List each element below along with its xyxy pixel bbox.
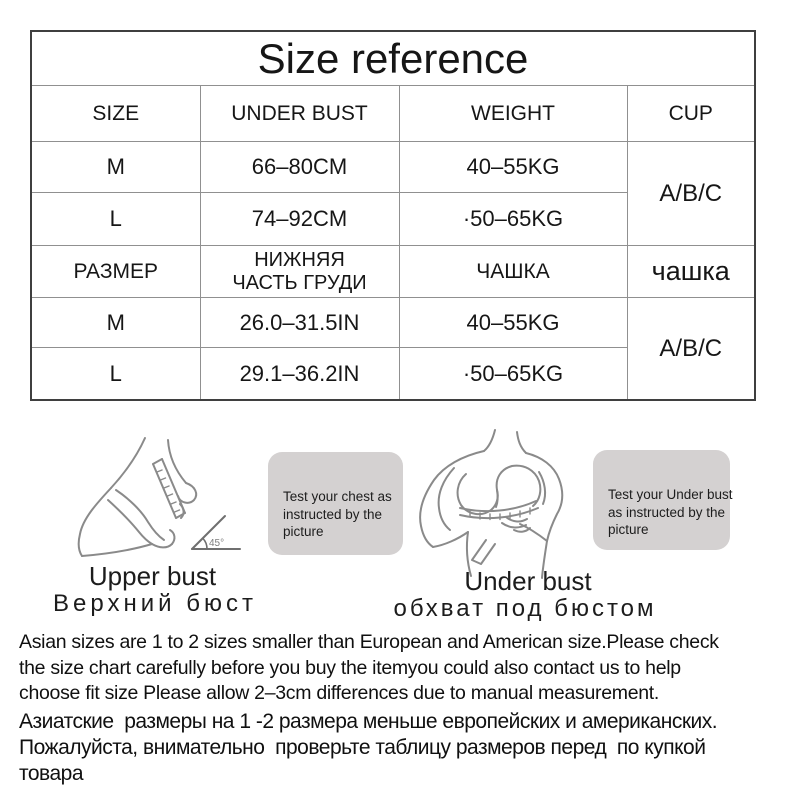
col-header-cup: CUP	[627, 86, 755, 142]
table-title-row	[31, 31, 755, 86]
angle-45-mark	[192, 516, 240, 549]
size-value: M	[31, 142, 200, 193]
tip-line: Test your Under bust	[608, 487, 733, 502]
note-line: Пожалуйста, внимательно проверьте таблицу размеров перед по купкой	[19, 736, 706, 759]
measuring-tape	[153, 459, 185, 518]
col-header-weight-ru: ЧАШКА	[399, 246, 627, 298]
weight-value: ·50–65KG	[399, 193, 627, 246]
weight-value: ·50–65KG	[399, 348, 627, 401]
figure-line-art	[420, 430, 562, 578]
note-line: the size chart carefully before you buy the itemyou could also contact us to help	[19, 656, 681, 679]
table-russian-header-row	[31, 246, 755, 298]
col-header-weight: WEIGHT	[399, 86, 627, 142]
under-bust-ru-line2: ЧАСТЬ ГРУДИ	[232, 271, 367, 294]
col-header-size-ru: РАЗМЕР	[31, 246, 200, 298]
tip-line: Test your chest as	[283, 489, 392, 504]
note-line: товара	[19, 762, 84, 785]
size-reference-table	[30, 30, 756, 401]
under-bust-value: 74–92CM	[200, 193, 399, 246]
weight-value: 40–55KG	[399, 142, 627, 193]
table-title: Size reference	[31, 31, 755, 86]
note-line: choose fit size Please allow 2–3cm differences due to manual measurement.	[19, 682, 660, 704]
under-bust-value: 26.0–31.5IN	[200, 298, 399, 348]
weight-value: 40–55KG	[399, 298, 627, 348]
under-bust-label-ru: обхват под бюстом	[393, 595, 657, 622]
tip-box-upper	[268, 452, 403, 555]
upper-bust-label-ru: Верхний бюст	[53, 590, 257, 617]
col-header-size: SIZE	[31, 86, 200, 142]
size-note-russian	[19, 709, 717, 787]
measuring-tape	[460, 501, 538, 564]
col-header-under-bust-ru	[200, 246, 399, 298]
tip-line: picture	[608, 522, 649, 537]
under-bust-ru-line1: НИЖНЯЯ	[254, 248, 345, 271]
tip-line: as instructed by the	[608, 504, 726, 520]
under-bust-value: 66–80CM	[200, 142, 399, 193]
cup-value: A/B/C	[627, 298, 755, 401]
under-bust-illustration	[398, 424, 603, 586]
table-row	[31, 142, 755, 193]
upper-bust-label-en: Upper bust	[88, 561, 217, 591]
cup-value: A/B/C	[627, 142, 755, 246]
tip-box-under	[593, 450, 733, 550]
col-header-cup-ru: чашка	[627, 246, 755, 298]
under-bust-value: 29.1–36.2IN	[200, 348, 399, 401]
size-value: M	[31, 298, 200, 348]
under-bust-label-en: Under bust	[464, 566, 592, 596]
tip-line: picture	[283, 524, 324, 539]
size-value: L	[31, 193, 200, 246]
size-note-english	[19, 630, 719, 707]
table-row	[31, 298, 755, 348]
upper-bust-illustration	[48, 428, 273, 578]
tip-line: instructed by the	[283, 506, 383, 522]
angle-45-label: 45°	[209, 538, 225, 549]
note-line: Азиатские размеры на 1 -2 размера меньше европейских и американских.	[19, 710, 718, 733]
col-header-under-bust: UNDER BUST	[200, 86, 399, 142]
note-line: Asian sizes are 1 to 2 sizes smaller than European and American size.Please check	[19, 631, 719, 653]
size-value: L	[31, 348, 200, 401]
table-header-row	[31, 86, 755, 142]
